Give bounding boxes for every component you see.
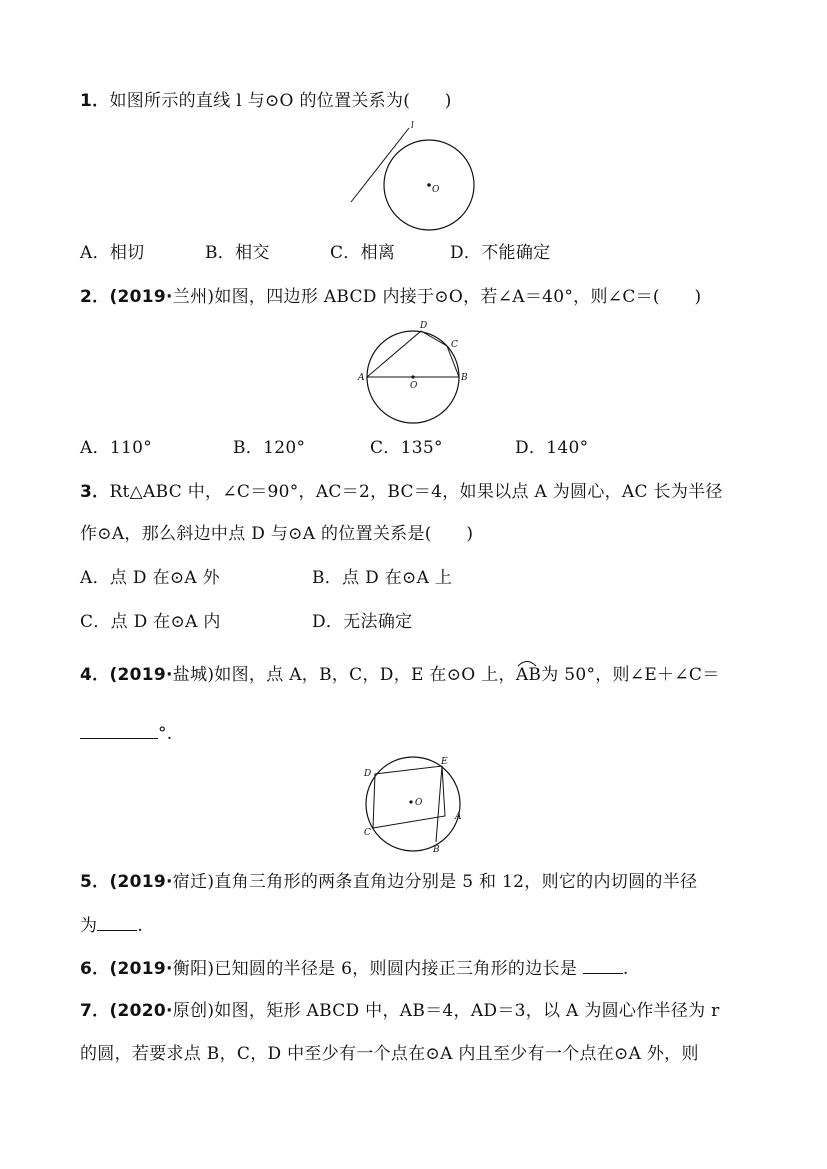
q2-source: (2019·: [109, 287, 173, 307]
q2-label-a: A: [358, 373, 365, 383]
q1-option-d[interactable]: D．不能确定: [450, 243, 551, 263]
q4-number: 4．: [80, 665, 110, 685]
q4-arc-label: AB: [515, 665, 542, 685]
q2-option-b[interactable]: B．120°: [233, 438, 306, 458]
q1-center-dot: [427, 183, 431, 187]
q2-label-o: O: [410, 381, 418, 391]
q7-number: 7．: [80, 1001, 110, 1021]
q2-label-d: D: [420, 321, 428, 331]
q2-quadrilateral: [367, 331, 459, 377]
q3-option-c[interactable]: C．点 D 在⊙A 内: [80, 612, 221, 632]
q2-option-a[interactable]: A．110°: [80, 438, 153, 458]
q2-option-d[interactable]: D．140°: [515, 438, 589, 458]
q4-arc-ab: [516, 664, 541, 686]
q4-quadrilateral: [373, 766, 445, 828]
q6-number: 6．: [80, 959, 110, 979]
q6-answer-blank[interactable]: [583, 957, 623, 974]
q6-stem: [80, 957, 629, 980]
q3-stem-line2: [80, 523, 473, 545]
q5-number: 5．: [80, 872, 110, 892]
q1-text: 如图所示的直线 l 与⊙O 的位置关系为( ): [109, 91, 452, 111]
q4-tail: °.: [158, 724, 173, 744]
q2-label-b: B: [461, 373, 468, 383]
q1-label-o: O: [432, 185, 440, 195]
q6-source: (2019·: [109, 959, 173, 979]
q4-label-d: D: [364, 769, 372, 779]
q1-figure: [345, 118, 485, 233]
q7-stem-line1: [80, 1000, 720, 1022]
q7-text-1: 原创)如图，矩形 ABCD 中，AB＝4，AD＝3，以 A 为圆心作半径为 r: [172, 1001, 720, 1021]
q2-text: 兰州)如图，四边形 ABCD 内接于⊙O，若∠A＝40°，则∠C＝( ): [172, 287, 702, 307]
q3-option-d[interactable]: D．无法确定: [312, 612, 413, 632]
q5-stem-line1: [80, 871, 697, 893]
q4-chord-eb: [436, 766, 442, 842]
q3-option-b[interactable]: B．点 D 在⊙A 上: [312, 568, 453, 588]
q4-label-a: A: [455, 812, 462, 822]
q1-line-l: [351, 128, 409, 202]
q3-number: 3．: [80, 482, 110, 502]
q4-answer-blank[interactable]: [80, 722, 158, 739]
q4-circle: [366, 757, 460, 851]
q7-stem-line2: [80, 1043, 699, 1065]
q3-stem-line1: [80, 481, 723, 503]
q5-answer-blank[interactable]: [97, 914, 137, 931]
q5-source: (2019·: [109, 872, 173, 892]
q2-center-dot: [411, 375, 414, 378]
q1-stem: [80, 90, 452, 112]
q2-option-c[interactable]: C．135°: [370, 438, 443, 458]
q6-text: 衡阳)已知圆的半径是 6，则圆内接正三角形的边长是: [172, 959, 583, 979]
q2-stem: [80, 286, 701, 308]
q7-source: (2020·: [109, 1001, 173, 1021]
q1-option-b[interactable]: B．相交: [205, 243, 270, 263]
q4-center-dot: [409, 800, 412, 803]
q4-label-b: B: [433, 845, 440, 855]
q4-label-e: E: [441, 757, 448, 767]
q2-figure: [355, 318, 475, 428]
q4-figure: [360, 755, 470, 855]
q6-tail: .: [622, 959, 629, 979]
q4-label-o: O: [415, 798, 423, 808]
q1-label-l: l: [411, 121, 414, 131]
q4-text-a: 盐城)如图，点 A，B，C，D，E 在⊙O 上，: [172, 665, 516, 685]
q5-stem-line2: [80, 914, 143, 937]
q5-text-2a: 为: [80, 916, 98, 936]
q5-text-2b: .: [137, 916, 144, 936]
q3-option-a[interactable]: A．点 D 在⊙A 外: [80, 568, 220, 588]
q2-label-c: C: [451, 340, 458, 350]
q7-text-2: 的圆，若要求点 B，C，D 中至少有一个点在⊙A 内且至少有一个点在⊙A 外，则: [80, 1044, 699, 1064]
q4-arc-symbol: [517, 659, 537, 667]
q4-text-b: 为 50°，则∠E＋∠C＝: [541, 665, 720, 685]
q4-stem: [80, 664, 720, 686]
q2-number: 2．: [80, 287, 110, 307]
q3-text-2: 作⊙A，那么斜边中点 D 与⊙A 的位置关系是( ): [80, 524, 474, 544]
q1-option-c[interactable]: C．相离: [330, 243, 396, 263]
q1-number: 1．: [80, 91, 110, 111]
q3-text-1: Rt△ABC 中，∠C＝90°，AC＝2，BC＝4，如果以点 A 为圆心，AC 长为半径: [109, 482, 723, 502]
q4-label-c: C: [364, 828, 371, 838]
q1-option-a[interactable]: A．相切: [80, 243, 145, 263]
q4-answer-line: [80, 722, 173, 745]
q5-text-1: 宿迁)直角三角形的两条直角边分别是 5 和 12，则它的内切圆的半径: [172, 872, 698, 892]
q4-source: (2019·: [109, 665, 173, 685]
